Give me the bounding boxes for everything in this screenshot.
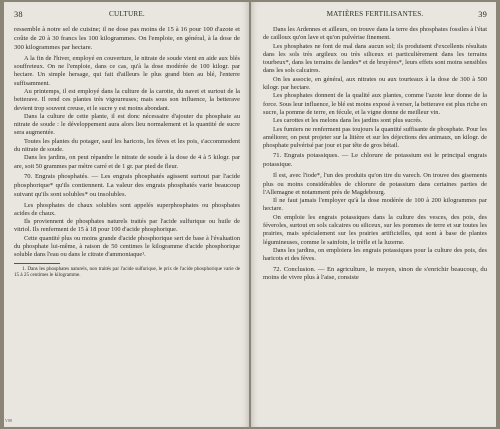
paragraph: Ils proviennent de phosphates naturels traités par l'acide sulfurique ou huile de vitriol. Ils renferment de 15 à 18 pour 100 d'acide phosphorique.	[14, 218, 240, 234]
paragraph: On les associe, en général, aux nitrates ou aux tourteaux à la dose de 300 à 500 kilogr. par hectare.	[263, 75, 487, 92]
section-70-paragraph: 70. Engrais phosphatés. — Les engrais phosphatés agissent surtout par l'acide phosphorique* qu'ils contiennent. La valeur des engrais phosphatés varie beaucoup suivant qu'ils sont solubles* ou insolubles.	[14, 172, 240, 198]
left-page	[4, 2, 249, 427]
paragraph: Dans les jardins, on peut répandre le nitrate de soude à la dose de 4 à 5 kilogr. par are, soit 50 grammes par mètre carré et de 1 gr. par pied de fleur.	[14, 154, 240, 170]
paragraph: Les fumiers ne renferment pas toujours la quantité suffisante de phosphate. Pour les améliorer, on peut projeter sur la litière et sur les déjections des animaux, un kilogr. de phosphate pulvérisé par jour et par tête de gros bétail.	[263, 125, 487, 150]
paragraph: Il est, avec l'iode*, l'un des produits qu'on tire du varech. On trouve des gisements plus ou moins considérables de chlorure de potassium dans certaines parties de l'Allemagne et notamment près de Magdebourg.	[263, 172, 487, 196]
paragraph: Dans les Ardennes et ailleurs, on trouve dans la terre des phosphates fossiles à l'état de cailloux qu'on lave et qu'on pulvérise finement.	[263, 26, 487, 42]
paragraph: Il ne faut jamais l'employer qu'à la dose modérée de 100 à 200 kilogrammes par hectare.	[263, 197, 487, 213]
left-running-head	[14, 10, 240, 19]
paragraph: Les phosphates de chaux solubles sont appelés superphosphates ou phosphates acides de chaux.	[14, 201, 240, 217]
paragraph: On emploie les engrais potassiques dans la culture des vesces, des pois, des féveroles, surtout en sols calcaires ou siliceux, sur les pommes de terre et sur toutes les prairies, mais spécialement sur les prairies artificielles, qui sont à base de plantes légumineuses, comme le sainfoin, le trèfle et la luzerne.	[263, 213, 487, 246]
paragraph: Les carottes et les melons dans les jardins sont plus sucrés.	[273, 117, 423, 125]
right-page	[251, 2, 496, 427]
paragraph: Dans les jardins, on emploiera les engrais potassiques pour la culture des pois, des haricots et des fèves.	[263, 246, 487, 263]
section-71-paragraph: 71. Engrais potassiques. — Le chlorure de potassium est le principal engrais potassique.	[263, 152, 487, 169]
paragraph: A la fin de l'hiver, employé en couverture, le nitrate de soude vient en aide aux blés souffreteux. On ne l'emploie, dans ce cas, qu'à la dose modérée de 100 kilogr. par hectare. Un simple hersage, qui fait d'ailleurs le plus grand bien au blé, l'enterre suffisamment.	[14, 54, 240, 87]
section-72-paragraph: 72. Conclusion. — En agriculture, le moyen, sinon de s'enrichir beaucoup, du moins de vivre plus à l'aise, consiste	[263, 265, 487, 282]
running-title: MATIÈRES FERTILISANTES.	[326, 10, 424, 18]
paragraph: Cette quantité plus ou moins grande d'acide phosphorique sert de base à l'évaluation du phosphate lui-même, à raison de 50 centimes le kilogramme d'acide phosphorique soluble dans l'eau ou dans le citrate d'ammoniaque¹.	[14, 234, 240, 259]
running-title: CULTURE.	[109, 10, 145, 18]
right-running-head	[263, 10, 487, 19]
paragraph: Dans la culture de cette plante, il est donc nécessaire d'ajouter du phosphate au nitrate de soude : le développement aura alors lieu normalement et la quantité de sucre sera augmentée.	[14, 112, 240, 137]
paragraph: Les phosphates donnent de la qualité aux plantes, comme l'azote leur donne de la force. Sous leur influence, le blé est moins exposé à verser, la betterave est plus riche en sucre, la pomme de terre, en fécule, et la vigne donne de meilleur vin.	[263, 92, 487, 116]
page-number: 39	[478, 10, 487, 19]
corner-mark: V88	[5, 418, 12, 423]
page-number: 38	[14, 10, 23, 19]
paragraph: Les phosphates ne font de mal dans aucun sol; ils produisent d'excellents résultats dans les sols très argileux ou très siliceux et particulièrement dans les terrains tourbeux*, dans les terrains de landes* et de bruyères*, leurs effets sont moins sensibles dans les sols calcaires.	[263, 42, 487, 75]
footnote-rule	[14, 263, 60, 264]
footnote: 1. Dans les phosphates naturels, non traités par l'acide sulfurique, le prix de l'acide phosphorique varie de 15 à 25 centimes le kilogramme.	[14, 265, 240, 278]
paragraph: ressemble à notre sel de cuisine; il ne dose pas moins de 15 à 16 pour 100 d'azote et coûte de 20 à 30 francs les 100 kilogrammes. On l'emploie, en général, à la dose de 300 kilogrammes par hectare.	[14, 26, 240, 51]
paragraph: Toutes les plantes du potager, sauf les haricots, les fèves et les pois, s'accommodent du nitrate de soude.	[14, 137, 240, 153]
book-spread	[4, 2, 496, 427]
paragraph: Au printemps, il est employé dans la culture de la carotte, du navet et surtout de la betterave. Il rend ces plantes très vigoureuses; mais sous son influence, la betterave devient trop souvent creuse, et le sucre y est moins abondant.	[14, 87, 240, 112]
